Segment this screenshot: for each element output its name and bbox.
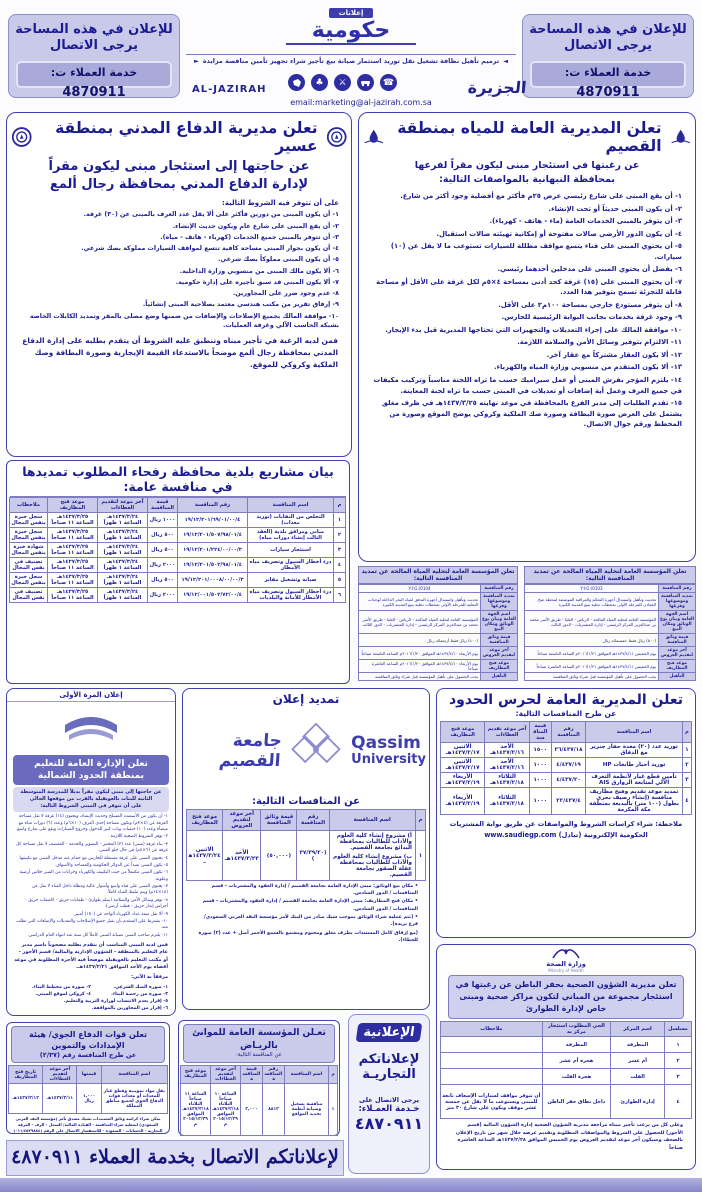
condition-item: ١- أن يكون المبنى من دورين فأكثر على ألا يقل عدد الغرف بالمبنى عن (٣٠) غرفة. bbox=[83, 211, 339, 219]
services-text: ترميم تأهيل نظافة تشغيل نقل توريد استثمار صيانة بيع تأجير شراء تجهيز تأمين مناقصة مزايدة bbox=[202, 57, 500, 65]
ads-phone: ٤٨٧٠٩١١ bbox=[354, 1114, 424, 1133]
health-affairs-announcement bbox=[436, 944, 696, 1170]
col-header: آخر موعد لتقديم العطاءات bbox=[211, 1065, 241, 1083]
ads-contact1: يرجى الاتصال على bbox=[359, 1096, 419, 1104]
attachments-intro: مرفقاً به الآتي: bbox=[131, 974, 168, 981]
border-guard-note: ملاحظة: شراء كراسات الشروط والمواصفات عن طريق بوابة المشتريات الحكومية الإلكترونية (تبادل) www.saudiegp.com bbox=[449, 820, 683, 839]
customer-service-phone: خدمة العملاء ت: 4870911 bbox=[16, 61, 172, 88]
table-row: موعد فتح المظاريف يوم الأربعاء ١٤٣٧/٤/١٠هـ الموافق ٢٠١٦/١/٢٠م الساعة العاشرة صباحاً bbox=[359, 660, 518, 673]
desalination-tender-right bbox=[524, 566, 696, 681]
col-header: اسم المنافسة bbox=[248, 498, 334, 513]
condition-item: ٣- أن تتوفر بالمبنى جميع الخدمات (كهرباء - هاتف - مياه). bbox=[160, 233, 339, 241]
education-closing: فمن لديه المبنى المناسب أن يتقدم بطلبه مصحوباً باسم مدير عام التعليم بالمنطقة - الشؤون الإدارية والمالية/ قسم الأجور - أو مكتب التعليم بالعويقيلة موضحاً فيه الأجرة المطلوبة في موعد أقصاه يوم الأحد الموافق ١٤٣٧/٢/٢١هـ. bbox=[14, 942, 168, 971]
condition-item: ٤- يحتوي المبنى على غرفة مستقلة للحارس مع حمام عند مدخل المبنى مع تكييفها. bbox=[18, 855, 168, 861]
col-header: قيمتها bbox=[77, 1066, 101, 1084]
table-row: ١ أ) مشروع إنشاء كلية العلوم والآداب للطالبات بمحافظة البدائع بجامعة القصيم. ب) مشروع إنشاء كلية العلوم والآداب للطالبات بمحافظة عقلة الصقور بجامعة القصيم. (٣٧/٣٩/٢٠) (٥٠,٠٠٠) الأحد ١٤٣٧/٣/٢٣هـ الاثنين ١٤٣٧/٣/٢٤هـ bbox=[187, 831, 426, 881]
condition-item: ٢- توفر الشروط الصحية اللازمة. bbox=[109, 834, 168, 840]
rafha-municipality-tenders bbox=[6, 460, 350, 684]
services-strip bbox=[186, 54, 516, 65]
spec-item: ١٠- موافقة المالك على إجراء التعديلات والتجهيزات التي تحتاجها المديرية قبل بدء الإيجار. bbox=[385, 325, 682, 334]
table-row: اسم الجهة العامة وبيان نوع الوثائق ومكان البيع المؤسسة العامة لتحلية المياه المالحة - الرياض - العليا - طريق الأمير محمد بن عبدالعزيز المركز الرئيسي - إدارة المشتريات - الدور الثالث bbox=[525, 611, 696, 634]
border-guard-subtitle: عن طرح المنافسات التالية: bbox=[515, 709, 617, 718]
asir-closing: فمن لديه الرغبة في تأجير مبناه وتنطبق عليه الشروط أن يتقدم بطلبه على إدارة الدفاع المدني بمحافظة رجال ألمع موضحاً بالاستدعاء القيمة الإيجارية وصورة البطاقة وصك الملكية وكروكي للموقع. bbox=[22, 336, 338, 369]
marketing-email: email:marketing@al-jazirah.com.sa bbox=[290, 98, 432, 107]
spec-item: ٤- أن يكون الدور الأرضي صالات مفتوحة أو إمكانية تهيئته صالات استقبال. bbox=[436, 229, 682, 238]
desalination-table bbox=[524, 584, 696, 681]
water-authority-logo-icon bbox=[363, 126, 384, 148]
header-icon-row bbox=[288, 74, 397, 91]
col-header: م bbox=[415, 810, 425, 831]
condition-item: ٧- ألا يكون المبنى قد سبق تأجيره على إدارة حكومية. bbox=[175, 278, 339, 286]
asir-sub1: عن حاجتها إلى استئجار مبنى ليكون مقراً bbox=[48, 159, 310, 174]
table-row: آخر موعد لتقديم العروض يوم الأربعاء ١٤٣٧/٤/١٠هـ الموافق ٢٠١٦/١/٢٠م الساعة التاسعة صباحاً bbox=[359, 647, 518, 660]
attachment-item: ٤- كروكي لموقع المبنى. bbox=[35, 991, 91, 997]
asir-title: تعلن مديرية الدفاع المدني بمنطقة عسير bbox=[55, 119, 318, 155]
qu-note: • (تتم عملية شراء الوثائق بموجب شيك صادر من البنك لأمر مؤسسة النقد العربي السعودي/ فرع بريدة). bbox=[203, 915, 418, 928]
condition-item: ٣- بناء غرفة (مبنى) عدد (٣) المختبر - التصوير والخدمة - المقصف لا تقل مساحة كل غرفة عن (٦×٤م) في حال خلو المبنى. bbox=[15, 841, 168, 854]
border-guard-tenders bbox=[436, 688, 696, 938]
table-row: ٢ توريد أحبار طابعات HP ٤/٤٣٧/١٩ ١٠٠٠ الأحد ١٤٣٧/٢/١٦هـ الاثنين ١٤٣٧/٢/١٧هـ bbox=[441, 758, 692, 773]
col-header: موعد فتح المظاريف bbox=[181, 1065, 211, 1083]
desalination-title: تعلن المؤسسة العامة لتحلية المياه المالحة عن تمديد المنافسة التالية: bbox=[524, 566, 696, 584]
table-row: ٥ صيانة وتشغيل مقابر ١٩/١٢/٢٠١/٠٠٠٨/٠٠/٠٠/٣ ٥٠٠ ريال ١٤٣٧/٣/٢٤هـ الساعة ١ ظهراً ١٤٣٧/٣/٢٥هـ الساعة ١١ صباحاً سجل خبرة بنفس المجال bbox=[10, 573, 346, 588]
qu-lattice-icon bbox=[289, 718, 343, 784]
advertise-here-box-right bbox=[522, 14, 694, 98]
commercial-ads-box bbox=[348, 1014, 430, 1174]
col-header: اسم المنافسة bbox=[101, 1066, 167, 1084]
col-header: قيمة المنافسة bbox=[241, 1065, 263, 1083]
government-ads-logo bbox=[286, 0, 416, 45]
map-icon bbox=[288, 74, 305, 91]
table-row: ٢ أم عشر هجرة أم عشر bbox=[441, 1053, 692, 1069]
spec-item: ٨- أن يتوفر مستودع خارجي بمساحة ١٠٠م٢ على الأقل. bbox=[498, 300, 682, 309]
customer-service-phone: خدمة العملاء ت: 4870911 bbox=[530, 61, 686, 88]
table-row: ٤ درء أخطار السيول وتصريف مياه الأمطار ١٩/١٢/٢٠١/٥٠٢/٩٨/٠١/٤ ٢٠٠٠ ريال ١٤٣٧/٣/٢٤هـ الساعة ١ ظهراً ١٤٣٧/٣/٢٥هـ الساعة ١١ صباحاً تصنيف في نفس المجال bbox=[10, 558, 346, 573]
health-footer: وعلى كل من يرغب تأجير مبناه مراجعة مديرية الشؤون الصحية إدارة الشؤون المالية (قسم الأجور) للحصول على الشروط والمواصفات المطلوبة وتقديم عرضه خلال شهر من تاريخ الإعلان بالصحف وسيكون آخر موعد لتقديم العروض يوم الخميس الموافق ١٤٣٧/٢/٢٨هـ الساعة العاشرة صباحاً bbox=[455, 1122, 683, 1151]
education-intro: عن حاجتها إلى مبنى ليكون مقراً بديلاً للمدرسة المتوسطة الثانية للبنات بالعويقيلة بالقرب من موقعها الحالي على أن تتوفر في المبنى الشروط التالية: bbox=[13, 787, 169, 812]
condition-item: ٧- يحتوي المبنى على فناء واسع وأسوار عالية ومظلة داخل الفناء لا تقل عن (١٨×١٤م) ويتم تبليط الفناء كاملاً. bbox=[32, 884, 168, 896]
table-row: ٢ مباني ومرافق بلدية (العقد الثالث إنشاء دورات مياه) ١٩/١٢/٢٠١/٥٠٧/٩٨/٠١/٤ ٥٠٠ ريال ١٤٣٧/٣/٢٤هـ الساعة ١ ظهراً ١٤٣٧/٣/٢٥هـ الساعة ١١ صباحاً سجل خبرة بنفس المجال bbox=[10, 528, 346, 543]
qassim-university-logo bbox=[186, 708, 426, 794]
table-row: ٦ درء أخطار السيول وتصريف مياه الأمطار للأمانة والبلديات ١٩/١٢/٠٠١/٥٠٢/٧٢/٠٠/٤ ٢٠٠٠ ريال ١٤٣٧/٣/٢٤هـ الساعة ١ ظهراً ١٤٣٧/٣/٢٥هـ الساعة ١١ صباحاً تصنيف في نفس المجال bbox=[10, 588, 346, 603]
col-header: موعد فتح المظاريف bbox=[441, 722, 485, 743]
spec-item: ١٤- يلتزم المؤجر بفرش المبنى أو عمل سيراميك حسب ما تراه اللجنة مناسباً وتركيب مكيفات في جميع الغرف وعمل أية إضافات أو تعديلات في المبنى حسب ما تراه لجنة المعاينة. bbox=[373, 375, 682, 395]
col-header: موعد فتح المظاريف bbox=[187, 810, 223, 831]
spec-item: ١- أن يقع المبنى على شارع رئيسي عرض ٢٥م فأكثر مع أفضلية وجود أكثر من شارع. bbox=[400, 192, 682, 200]
spec-item: ٩- وجود غرفة بخدمات بجانب البوابة الرئيسية للحارس. bbox=[501, 313, 682, 322]
table-row: ٣ استئجار سيارات ١٩/١٢/٢٠١/٢٢٤/٠٠/٠٠/٢ ٥٠٠ ريال ١٤٣٧/٣/٢٤هـ الساعة ١ ظهراً ١٤٣٧/٣/٢٥هـ الساعة ١١ صباحاً شهادة خبرة بنفس المجال bbox=[10, 543, 346, 558]
col-header: اسم المركز bbox=[611, 1022, 665, 1037]
table-row: نقل مواد تموينية وقطع غيار للمعدات أو معدات قوات الدفاع الجوي لجميع مناطق المملكة ١,٠٠٠ ريال ١٤٣٧/٣/١١هـ ١٤٣٧/٣/١٢هـ bbox=[9, 1084, 168, 1114]
table-row: ١ توريد عدد (٢٠) معدة حفار جنزير مع الدقاق ٣٦/٤٣٧/١٨ ١٥٠٠ الأحد ١٤٣٧/٢/١٦هـ الاثنين ١٤٣٧/٢/١٧هـ bbox=[441, 743, 692, 758]
attachments-list bbox=[14, 985, 168, 1013]
qu-note: (مع إرفاق كامل المستندات بظرف مغلق ومختوم ومشمع بالشمع الأحمر أصل + عدد (٢) صورة للعطاء). bbox=[198, 931, 418, 944]
col-header: قيمة المنافسة bbox=[148, 498, 178, 513]
logo-small-label: إعلانات bbox=[329, 8, 374, 18]
spec-item: ١٢- ألا يكون العقار مشتركاً مع عقار آخر. bbox=[546, 350, 682, 359]
border-guard-table bbox=[440, 721, 692, 815]
col-header: اسم المنافسة bbox=[329, 810, 415, 831]
air-defense-table bbox=[8, 1065, 168, 1114]
col-header: ملاحظات bbox=[441, 1022, 543, 1037]
qassim-water-announcement bbox=[358, 112, 696, 562]
qu-note: • مكان فتح المظاريف: مبنى الإدارة العامة بجامعة القصيم / إدارة العقود والمشتريات - قسم المنافسات / الدور السادس. bbox=[202, 899, 418, 912]
ports-authority-tender bbox=[178, 1020, 340, 1136]
condition-item: ٨- عدم وجود ضرر على المجاورين. bbox=[232, 290, 339, 298]
ports-table bbox=[180, 1065, 338, 1136]
table-row: ٤ إدارة الطوارئ داخل نطاق حفر الباطن أن تتوفر مواقف لسيارات الإسعاف تابعة للمبنى ويستوعب ما لا يقل عن خمسة عشر موقف ويكون على شارع ٣٠ متر bbox=[441, 1085, 692, 1119]
col-header: آخر موعد لتقديم العطاءات bbox=[98, 498, 148, 513]
condition-item: ٩- إرفاق تقرير من مكتب هندسي معتمد بصلاحية المبنى إنشائياً. bbox=[142, 301, 339, 309]
rafha-title: بيان مشاريع بلدية محافظة رفحاء المطلوب تمديدها في منافسة عامة: bbox=[10, 463, 346, 497]
spec-item: ١٣- ألا يكون المتقدم من منسوبي وزارة المياه والكهرباء. bbox=[493, 363, 682, 372]
col-header: تاريخ فتح المظاريف bbox=[9, 1066, 43, 1084]
moh-emblem-icon bbox=[551, 948, 581, 960]
water-authority-logo-icon bbox=[670, 126, 691, 148]
table-row: قيمة وثائق المنافسة (٥٠٠) ريال فقط خمسمائة ريال bbox=[525, 634, 696, 647]
car-icon bbox=[357, 74, 374, 91]
condition-item: ٥- أن يكون المبنى مملوكاً بصك شرعي. bbox=[217, 256, 339, 264]
col-header: م bbox=[334, 498, 346, 513]
table-row: ٣ القلت هجرة القلت bbox=[441, 1069, 692, 1085]
logo-underline bbox=[286, 43, 416, 45]
advertise-here-box-left bbox=[8, 14, 180, 98]
border-guard-title: تعلن المديرية العامة لحرس الحدود bbox=[448, 692, 684, 708]
table-row: ٤ تمديد موعد تقديم وفتح مظاريف منافسة (إنشاء رصيف بحري بطول (١٠٠ متر) بالبديعة بمنطقة مكة المكرمة ٢٢/٤٣٧/٤ ١٠٠٠ الثلاثاء ١٤٣٧/٢/١٨هـ الأربعاء ١٤٣٧/٢/١٩هـ bbox=[441, 788, 692, 815]
table-row: ١ المطرفة المطرفة bbox=[441, 1037, 692, 1053]
col-header: اسم المنافسة bbox=[586, 722, 683, 743]
condition-item: ٦- يكون المبنى مكتملاً من حيث التكييف والكهرباء وخزانات من الفيبر جلاس أرضية وعلوية. bbox=[19, 870, 168, 882]
civil-defense-badge-icon bbox=[326, 125, 347, 149]
al-jazirah-latin-logo: AL-JAZIRAH bbox=[192, 84, 267, 95]
education-logo bbox=[7, 702, 175, 753]
table-row: تمديد المنافسة وموضوعها وفرعها تحديث وتأهيل واستبدال أجهزة التدفق لمياه البحر الداخلة لوحدات التحلية للمرحلة الأولى بمحطات تحلية ينبع المدينة الكبيرة bbox=[359, 593, 518, 611]
trees-icon: ♣ bbox=[311, 74, 328, 91]
spec-item: ١٥- تقدم الطلبات إلى مدير الفرع بالمحافظة في موعد نهايته ١٤٣٧/٣/٢٥هـ في ظرف مغلق يشتمل على العرض صورة البطاقة وصورة صك الملكية وكروكي يوضح الموقع وصورة من المخطط ورقم جوال الاتصال. bbox=[381, 399, 682, 429]
table-row: التأهيل يجب الحصول على تأهيل المؤسسة قبل شراء وثائق المنافسة bbox=[359, 673, 518, 681]
col-header: آخر موعد لتقديم العطاءات bbox=[43, 1066, 77, 1084]
bottom-contact-banner: لإعلاناتكم الاتصال بخدمة العملاء ٤٨٧٠٩١١ bbox=[6, 1140, 344, 1176]
spec-item: ١١- الالتزام بتوفير وسائل الأمن والسلامة اللازمة. bbox=[517, 338, 682, 347]
attachment-item: ١- صورة الصك الشرعي. bbox=[113, 984, 168, 990]
bottom-decorative-bar bbox=[0, 1178, 702, 1192]
air-defense-footer: يمكن شراء كراسة وثائق المستندات بشيك مصدق بأمر (مؤسسة النقد العربي السعودي) لتغطية شراء المنافسة - القيادة المالية/ السجل - الرف - الغرفة التجارية - الحسابات - السعودة - للاستفسار الاتصال على الرقم (٠١١/٤٥٢٩٨٨٤) bbox=[13, 1116, 163, 1134]
attachment-item: ٥- إقرار بعدم الانتساب لوزارة التربية والتعليم. bbox=[63, 998, 168, 1004]
table-row: رقم المنافسة Y:I:G:/0103 bbox=[525, 585, 696, 593]
col-header: م bbox=[682, 722, 691, 743]
ads-line1: لإعلاناتكم bbox=[358, 1052, 420, 1067]
qassim-water-sub2: بمحافظة النبهانية بالمواصفات التالية: bbox=[439, 174, 615, 185]
table-row: ٣ تأمين قطع غيار لأنظمة التعرف الآلي لمتابعة الزوارق AIS ٤/٤٣٧/٢٠ ١٠٠٠ الثلاثاء ١٤٣٧/٢/١٨هـ الأربعاء ١٤٣٧/٢/١٩هـ bbox=[441, 773, 692, 788]
advertise-line2: يرجى الاتصال bbox=[49, 38, 138, 54]
col-header: رقم المنافسة bbox=[551, 722, 585, 743]
ads-contact2: خـدمة العمـلاء: bbox=[358, 1104, 420, 1114]
open-book-icon bbox=[59, 707, 123, 751]
al-jazirah-arabic-logo: الجزيرة bbox=[467, 78, 528, 97]
spec-item: ٢- أن يكون المبنى حديثاً أو تحت الإنشاء. bbox=[548, 204, 682, 213]
ads-line2: التجاريـة bbox=[362, 1067, 416, 1082]
col-header: اسم المنافسة bbox=[285, 1065, 329, 1083]
qu-subtitle: عن المنافسات التالية: bbox=[252, 796, 360, 807]
condition-item: ٨- توفر وسائل الأمن والسلامة (سلم طوارئ - طفايات حريق - كاشفات حريق - أجراس إنذار حريق - قطب أرضي). bbox=[25, 897, 168, 910]
table-row: رقم المنافسة Y:I:G:/0104 bbox=[359, 585, 518, 593]
education-header: تعلن الإدارة العامة للتعليم بمنطقة الحدود الشمالية bbox=[13, 755, 169, 785]
table-row: قيمة وثائق المنافسة (٤٠٠) ريال فقط أربعمائة ريال bbox=[359, 634, 518, 647]
spec-item: ٦- يفضل أن يحتوي المبنى على مدخلين أحدهما رئيسي. bbox=[497, 265, 682, 274]
col-header: آخر موعد تقديم العطاءات bbox=[485, 722, 529, 743]
col-header: رقم المنافسة bbox=[178, 498, 248, 513]
northern-borders-education-announcement bbox=[6, 688, 176, 1016]
asir-civil-defense-announcement bbox=[6, 112, 352, 457]
spec-item: ٧- أن يحتوي المبنى على (١٥) غرفة كحد أدنى بمساحة ٤×٥م لكل غرفة على الأقل أو مساحة قابلة للتجزئة تسمح بتوفير هذا العدد. bbox=[376, 277, 682, 297]
condition-item: ١١- يلتزم صاحب المبنى بصيانة المبنى كاملاً كل سنة عند انتهاء العام الدراسي. bbox=[27, 932, 168, 938]
logo-main-label: حكومية bbox=[311, 18, 391, 43]
condition-item: ٤- أن يكون بجوار المبنى مساحة كافية تتسع لمواقف السيارات مملوكة بصك شرعي. bbox=[81, 245, 339, 253]
condition-item: ١٠- يشترط على المتقدم بأن يقبل جميع الإصلاحات والتعديلات والإضافات التي تطلب منه. bbox=[15, 918, 168, 931]
health-header: تعلن مديرية الشؤون الصحية بحفر الباطن عن رغبتها في استئجار مجموعة من المباني لتكون مراكز صحية ومبنى خاص لإدارة الطوارئ bbox=[448, 975, 684, 1019]
desalination-tender-left bbox=[358, 566, 518, 681]
condition-item: ٦- ألا يكون مالك المبنى من منسوبي وزارة الداخلية. bbox=[179, 267, 339, 275]
asir-title-row bbox=[11, 119, 347, 155]
advertise-line2: يرجى الاتصال bbox=[563, 38, 652, 54]
spec-item: ٥- أن يحتوي المبنى على فناء يتسع مواقف مظللة للسيارات تستوعب ما لا يقل عن (١٠) سيارات. bbox=[390, 242, 682, 261]
advertise-line1: للإعلان في هذه المساحة bbox=[529, 22, 687, 37]
asir-sub2: لإدارة الدفاع المدني بمحافظة رجال ألمع bbox=[49, 177, 309, 192]
al-elania-logo: الإعلانية bbox=[356, 1023, 423, 1042]
condition-item: ٥- يكون المبنى بعيداً عن الدوائر الحكومية والمساجد والأسواق. bbox=[54, 862, 168, 868]
col-header: الحي المطلوب استئجار مركز به bbox=[542, 1022, 610, 1037]
table-row: آخر موعد لتقديم العروض يوم الخميس ١٤٣٧/٤/١١هـ الموافق ٢٠١٦/١/٢١م الساعة التاسعة صباحاً bbox=[525, 647, 696, 660]
qu-logo-latin: Qassim University bbox=[351, 732, 426, 767]
col-header: رقم المنافسة bbox=[263, 1065, 285, 1083]
ports-title: تعـلن المؤسسة العامة للموانئ بالريـاض عن المنافسة التالية: bbox=[183, 1024, 335, 1063]
saudi-emblem-icon: ⚔ bbox=[334, 74, 351, 91]
qassim-university-extension bbox=[182, 688, 430, 1010]
moh-logo: وزارة الصحة Ministry of Health bbox=[440, 947, 692, 973]
col-header: قيمة وثائق المنافسة bbox=[261, 810, 297, 831]
qu-note: • مكان بيع الوثائق: مبنى الإدارة العامة بجامعة القصيم / إدارة العقود والمشتريات - قسم المنافسات / الدور السادس. bbox=[211, 883, 418, 896]
desalination-title: تعلن المؤسسة العامة لتحلية المياه المالحة عن تمديد المنافسة التالية: bbox=[358, 566, 518, 584]
qassim-water-title: تعلن المديرية العامة للمياه بمنطقة القصيم bbox=[397, 119, 662, 155]
col-header: ملاحظات bbox=[10, 498, 48, 513]
arrow-right-icon: ► bbox=[193, 57, 199, 65]
table-row: موعد فتح المظاريف يوم الخميس ١٤٣٧/٤/١١هـ الموافق ٢٠١٦/١/٢١م الساعة العاشرة صباحاً bbox=[525, 660, 696, 673]
condition-item: ٢- أن يقع المبنى على شارع عام ويكون حديث الإنشاء. bbox=[172, 222, 339, 230]
extension-title: تمديد إعلان bbox=[272, 692, 340, 706]
asir-conditions-intro: على أن تتوفر فيه الشروط التالية: bbox=[222, 199, 339, 207]
col-header: مسلسل bbox=[665, 1022, 692, 1037]
col-header: قيمة المنافسة bbox=[529, 722, 551, 743]
air-defense-title: تعلن قوات الدفاع الجوي/ هيئة الإمدادات والتموين عن طرح المنافسة رقم (٢/٣٧) bbox=[11, 1026, 165, 1063]
col-header: رقم المنافسة bbox=[297, 810, 329, 831]
table-row: التأهيل يجب الحصول على تأهيل المؤسسة قبل شراء وثائق المنافسة bbox=[525, 673, 696, 681]
health-table bbox=[440, 1021, 692, 1119]
condition-item: ٩- ألا تقل سعة عداد الكهرباء الواحد عن (١٥٠) أمبير. bbox=[73, 911, 168, 917]
table-row: ١ التخلص من النفايات (توريد معدات) ١٩/١٢/٢٠١/٦٩/٠١/٠٠/٤ ١٠٠٠ ريال ١٤٣٧/٣/٢٤هـ الساعة ١ ظهراً ١٤٣٧/٣/٢٥هـ الساعة ١١ صباحاً سجل خبرة بنفس المجال bbox=[10, 513, 346, 528]
first-time-ad-label: إعلان المرة الأولى bbox=[7, 689, 175, 702]
arrow-left-icon: ◄ bbox=[503, 57, 509, 65]
civil-defense-badge-icon bbox=[11, 125, 32, 149]
attachment-item: ٣- صورة من رخصة البناء. bbox=[111, 991, 168, 997]
qassim-water-title-row bbox=[363, 119, 691, 155]
qu-table bbox=[186, 809, 426, 881]
desalination-table bbox=[358, 584, 518, 681]
col-header: م bbox=[329, 1065, 338, 1083]
attachment-item: ٢- صورة من مخطط البناء. bbox=[31, 984, 91, 990]
advertise-line1: للإعلان في هذه المساحة bbox=[15, 22, 173, 37]
spec-item: ٣- أن يتوفر بالمبنى الخدمات العامة (ماء - هاتف - كهرباء). bbox=[489, 217, 682, 226]
qassim-water-sub1: عن رغبتها في استئجار مبنى ليكون مقراً لفرعها bbox=[414, 160, 640, 171]
table-row: تمديد المنافسة وموضوعها وفرعها تحديث وتأهيل واستبدال أجهزة التحكم والمراقبة الموضعية لمحطة ضخ المعادن للمرحلة الأولى بمحطات تحلية ينبع المدينة الكبيرة bbox=[525, 593, 696, 611]
phone-icon: ☎ bbox=[380, 74, 397, 91]
air-defense-tender bbox=[6, 1022, 170, 1134]
condition-item: ١٠- موافقة المالك بجميع الإصلاحات والإضافات من ضمنها وضع مصلى بالمقر وتمديد الكابلات الخاصة بشبكة الحاسب الآلي وغرفة العمليات. bbox=[29, 312, 339, 330]
col-header: موعد فتح المظاريف bbox=[48, 498, 98, 513]
qu-logo-arabic: جامعة القصيم bbox=[218, 731, 283, 771]
attachment-item: ٦- إقرار من المجاورين بالموافقة. bbox=[91, 1005, 168, 1011]
col-header: آخر موعد لتقديم العروض bbox=[223, 810, 261, 831]
table-row: اسم الجهة العامة وبيان نوع الوثائق ومكان البيع المؤسسة العامة لتحلية المياه المالحة - الرياض - العليا - طريق الأمير محمد بن عبدالعزيز المركز الرئيسي - إدارة المشتريات - الدور الثالث bbox=[359, 611, 518, 634]
table-row: ١ منافسة تشغيل وصيانة أنظمة تحديد المواقع ٨٨١٢ ٢,٠٠٠ الساعة ١٠ صباحاً الثلاثاء ١٤٣٧/٣/١٨هـ الموافق ٢٠١٥/١٢/٢٩م الساعة ١١ صباحاً الثلاثاء ١٤٣٧/٣/١٨هـ الموافق ٢٠١٥/١٢/٢٩م bbox=[181, 1083, 338, 1135]
condition-item: ١- أن يكون من الأسمنت المسلح وحديث الإنشاء، ويحتوي (١٤) غرفة لا تقل مساحة الغرفة عن (٤×٣م) وتكون مساحة إحدى الغرف (١٠×٦م) وعدد (٦) دورات مياه مع ميضأة وعدد (١٠) حنفيات وباب كبير للدخول وخروج السيارات ويقع على شارع واسع. bbox=[15, 814, 168, 833]
rafha-table bbox=[9, 497, 346, 603]
